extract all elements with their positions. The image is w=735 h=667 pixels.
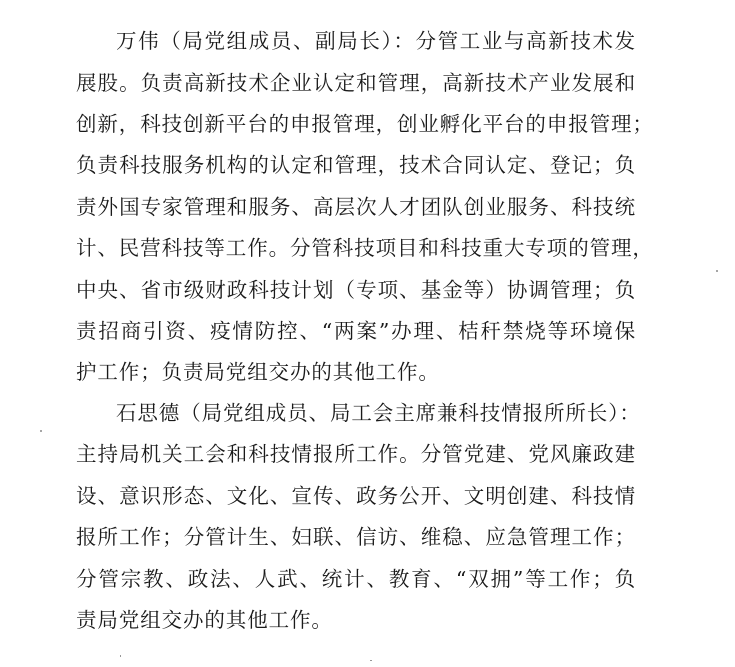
paragraph-1-line-7: 中央、省市级财政科技计划（专项、基金等）协调管理；负 xyxy=(76,278,636,302)
paragraph-1-line-8: 责招商引资、疫情防控、“两案”办理、桔秆禁烧等环境保 xyxy=(76,319,636,343)
paragraph-1-line-3: 创新，科技创新平台的申报管理，创业孵化平台的申报管理； xyxy=(76,112,654,136)
scan-speck xyxy=(370,660,372,661)
paragraph-2-line-1: 石思德（局党组成员、局工会主席兼科技情报所所长）： xyxy=(116,401,641,425)
paragraph-2-line-3: 设、意识形态、文化、宣传、政务公开、文明创建、科技情 xyxy=(76,484,636,508)
scan-speck xyxy=(716,270,718,272)
paragraph-2-line-4: 报所工作；分管计生、妇联、信访、维稳、应急管理工作； xyxy=(76,525,636,549)
paragraph-1-line-1: 万伟（局党组成员、副局长）：分管工业与高新技术发 xyxy=(116,29,636,53)
paragraph-1-line-2: 展股。负责高新技术企业认定和管理，高新技术产业发展和 xyxy=(76,71,636,95)
paragraph-1-line-6: 计、民营科技等工作。分管科技项目和科技重大专项的管理， xyxy=(76,236,654,260)
scan-speck xyxy=(40,430,42,432)
paragraph-2-line-5: 分管宗教、政法、人武、统计、教育、“双拥”等工作；负 xyxy=(76,567,636,591)
paragraph-1-line-9: 护工作；负责局党组交办的其他工作。 xyxy=(76,360,440,384)
paragraph-2-line-2: 主持局机关工会和科技情报所工作。分管党建、党风廉政建 xyxy=(76,442,636,466)
paragraph-1-line-5: 责外国专家管理和服务、高层次人才团队创业服务、科技统 xyxy=(76,195,636,219)
paragraph-1-line-4: 负责科技服务机构的认定和管理，技术合同认定、登记；负 xyxy=(76,153,636,177)
scan-speck xyxy=(120,655,121,657)
paragraph-2-line-6: 责局党组交办的其他工作。 xyxy=(76,608,333,632)
